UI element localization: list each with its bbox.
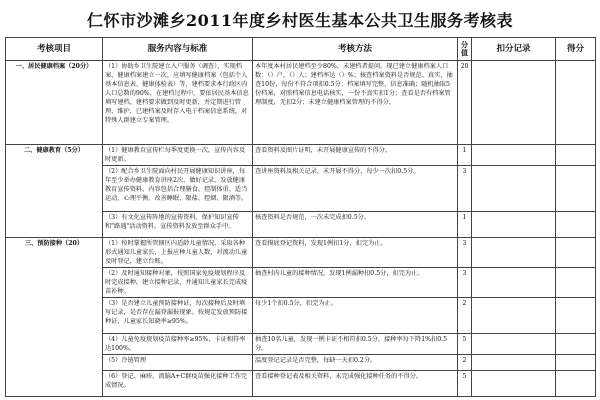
- score-cell: 3: [458, 238, 472, 268]
- result-cell[interactable]: [556, 166, 596, 212]
- content-cell: （3）是否建立儿童预防接种证，每次接种后及时填写记录，是否存在漏登漏报现象。按规定发放预防接种证，儿童家长知晓率≥95%。: [103, 298, 253, 334]
- method-cell: 温度登记记录是否完整，每缺一天扣0.2分。: [253, 355, 458, 371]
- score-cell: 2: [458, 355, 472, 371]
- result-cell[interactable]: [556, 268, 596, 298]
- method-cell: 查看摸底登记资料，发现1例扣1分，扣完为止。: [253, 238, 458, 268]
- header-method: 考核方法: [253, 38, 458, 61]
- score-cell: 5: [458, 334, 472, 355]
- content-cell: （2）及时通知接种对象，按照国家免疫规划程序及时完成接种，建立接种记录，并通知儿童家长完成疫苗补种。: [103, 268, 253, 298]
- category-health-records: 一、居民健康档案（20分）: [6, 61, 103, 145]
- method-cell: 抽查10名儿童，发现一例卡证不相符扣0.5分，接种率每下降1%扣0.5分。: [253, 334, 458, 355]
- header-deduction: 扣分记录: [472, 38, 556, 61]
- deduction-cell[interactable]: [472, 334, 556, 355]
- category-health-education: 二、健康教育（5分）: [6, 145, 103, 238]
- result-cell[interactable]: [556, 371, 596, 397]
- category-vaccination: 三、预防接种（20）: [6, 238, 103, 397]
- deduction-cell[interactable]: [472, 61, 556, 145]
- content-cell: （3）有文化宣传阵地的宣传资料、保护知识宣传和"路遇"活动资料，宣传资料发放至群众手中。: [103, 212, 253, 238]
- deduction-cell[interactable]: [472, 212, 556, 238]
- score-cell: 1: [458, 145, 472, 166]
- header-result: 得分: [556, 38, 596, 61]
- method-cell: 查看资料及图片证明，未开展健康宣传的不得分。: [253, 145, 458, 166]
- content-cell: （1）健康教育宣传栏每季度更换一次，宣传内容及时更新。: [103, 145, 253, 166]
- method-cell: 查讲座资料及相关记录，未开展不得分，每少一次扣0.5分。: [253, 166, 458, 212]
- content-cell: （4）儿童免疫规划疫苗接种率≥95%，卡证相符率达100%。: [103, 334, 253, 355]
- header-content: 服务内容与标准: [103, 38, 253, 61]
- page-title: 仁怀市沙滩乡2011年度乡村医生基本公共卫生服务考核表: [86, 11, 514, 30]
- method-cell: 本年度本村居民建档至少80%，未建档者提问。现已建立健康档案人口数：（）户，（）人；建档率达（）%；核查档案资料是否规范、真实，抽查10份，每份不符合项扣0.5分；档案填写完整，信息准确；随机抽取5份档案，对照档案信息电话核实，一份不真实扣1分；查看是否有档案管理制度，无扣2分；未建立健康档案管理的不得分。: [253, 61, 458, 145]
- content-cell: （5）冷链管理: [103, 355, 253, 371]
- result-cell[interactable]: [556, 145, 596, 166]
- score-cell: 5: [458, 371, 472, 397]
- content-cell: （1）协助乡卫生院建立入户服务（调查），实现档案、健康档案建立一次，应填写健康档案（包括个人基本信息表、健康体检表）等，建档要求本行政区内人口总数的90%，在建档过程中，要依居民基本信息填写建档，建档要求做到及时更新，并定期进行管理、维护，已建档案及时存入电子档案信息系统，对特殊人群建立专案管理。: [103, 61, 253, 145]
- method-cell: 核查资料是否规范，一次未完成扣0.5分。: [253, 212, 458, 238]
- content-cell: （1）按时掌握所管辖区内适龄儿童情况，采取各种形式通知儿童家长，上报应种儿童人数，对流动儿童及时登记，建立台账。: [103, 238, 253, 268]
- score-cell: 20: [458, 61, 472, 145]
- header-score: 分值: [458, 38, 472, 61]
- table-row: [6, 61, 596, 145]
- score-cell: 3: [458, 268, 472, 298]
- result-cell[interactable]: [556, 212, 596, 238]
- deduction-cell[interactable]: [472, 238, 556, 268]
- header-item: 考核项目: [6, 38, 103, 61]
- deduction-cell[interactable]: [472, 268, 556, 298]
- method-cell: 每少1个扣0.5分，扣完为止。: [253, 298, 458, 334]
- score-cell: 2: [458, 298, 472, 334]
- result-cell[interactable]: [556, 238, 596, 268]
- score-cell: 1: [458, 212, 472, 238]
- result-cell[interactable]: [556, 334, 596, 355]
- result-cell[interactable]: [556, 61, 596, 145]
- result-cell[interactable]: [556, 298, 596, 334]
- assessment-table: [5, 37, 596, 397]
- method-cell: 查看接种登记表及相关资料，未完成强化接种任务的不得分。: [253, 371, 458, 397]
- table-row: [6, 145, 596, 166]
- deduction-cell[interactable]: [472, 166, 556, 212]
- deduction-cell[interactable]: [472, 145, 556, 166]
- table-row: [6, 238, 596, 268]
- score-cell: 3: [458, 166, 472, 212]
- header-row: [6, 38, 596, 61]
- deduction-cell[interactable]: [472, 371, 556, 397]
- deduction-cell[interactable]: [472, 355, 556, 371]
- content-cell: （2）配合乡卫生院面向村民开展健康知识讲座，每年至少举办健康教育讲座2次，做好记录，发放健康教育宣传资料，内容包括合理膳食、控制体重、适当运动、心理平衡、改善睡眠、限盐、控烟、限酒等。: [103, 166, 253, 212]
- content-cell: （6）登记、麻疹、流脑A+C群疫苗强化接种工作完成情况。: [103, 371, 253, 397]
- deduction-cell[interactable]: [472, 298, 556, 334]
- result-cell[interactable]: [556, 355, 596, 371]
- method-cell: 抽查村内儿童的接种情况，发现1例漏种扣0.5分，扣完为止。: [253, 268, 458, 298]
